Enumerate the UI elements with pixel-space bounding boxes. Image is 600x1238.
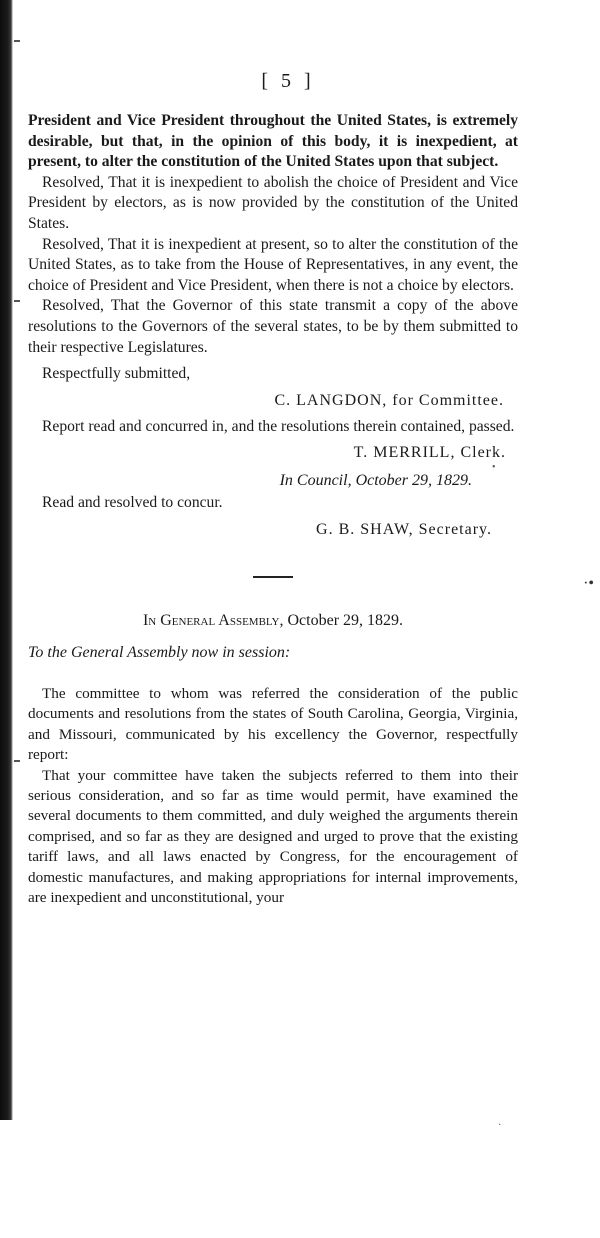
document-page xyxy=(28,70,518,908)
closing-line: Respectfully submitted, xyxy=(42,365,191,383)
spine-mark xyxy=(14,40,20,42)
spine-mark xyxy=(14,760,20,762)
assembly-heading-date: October 29, 1829. xyxy=(287,611,404,629)
assembly-heading xyxy=(28,610,518,632)
committee-signature: C. LANGDON, for Committee. xyxy=(274,391,504,409)
assembly-heading-label: In General Assembly, xyxy=(142,611,284,629)
report-paragraph: Report read and concurred in, and the resolutions therein contained, passed. xyxy=(42,417,515,435)
secretary-signature: G. B. SHAW, Secretary. xyxy=(316,520,492,538)
margin-speck: · xyxy=(498,1120,502,1131)
resolution-paragraph: Resolved, That the Governor of this state transmit a copy of the above resolutions to the Governors of the several states, to be by them submitted to their respective Legislatures. xyxy=(28,297,518,356)
council-paragraph: Read and resolved to concur. xyxy=(42,494,223,512)
section-divider xyxy=(253,576,293,578)
address-line: To the General Assembly now in session: xyxy=(28,643,291,661)
spine-mark xyxy=(14,300,20,302)
page-number: [ 5 ] xyxy=(261,70,315,92)
book-spine-shadow xyxy=(0,0,13,1120)
margin-specks: ·• xyxy=(583,575,594,592)
committee-report xyxy=(28,684,518,908)
resolution-paragraph: Resolved, That it is inexpedient at present, so to alter the constitution of the United States, as to take from the House of Representatives, in any event, the choice of President and Vice President, when there is not a choice by electors. xyxy=(28,235,518,294)
resolution-paragraph: President and Vice President throughout the United States, is extremely desirable, but that, in the opinion of this body, it is inexpedient, at present, to alter the constitution of the United States upon that subject. xyxy=(28,112,518,171)
margin-speck: • xyxy=(492,462,496,473)
report-paragraph: That your committee have taken the subjects referred to them into their serious consideration, and so far as time would permit, have examined the several documents to them committed, and duly weighed the arguments therein comprised, and so far as they are designed and urged to prove that the existing tariff laws, and all laws enacted by Congress, for the encouragement of domestic manufactures, and making appropriations for internal improvements, are inexpedient and unconstitutional, your xyxy=(28,766,518,906)
report-paragraph: The committee to whom was referred the consideration of the public documents and resolutions from the states of South Carolina, Georgia, Virginia, and Missouri, communicated by his excellency the Governor, respectfully report: xyxy=(28,684,518,764)
council-date-line: In Council, October 29, 1829. xyxy=(279,472,472,490)
resolution-paragraph: Resolved, That it is inexpedient to abolish the choice of President and Vice President by electors, as is now provided by the constitution of the United States. xyxy=(28,173,518,232)
clerk-signature: T. MERRILL, Clerk. xyxy=(353,444,506,462)
